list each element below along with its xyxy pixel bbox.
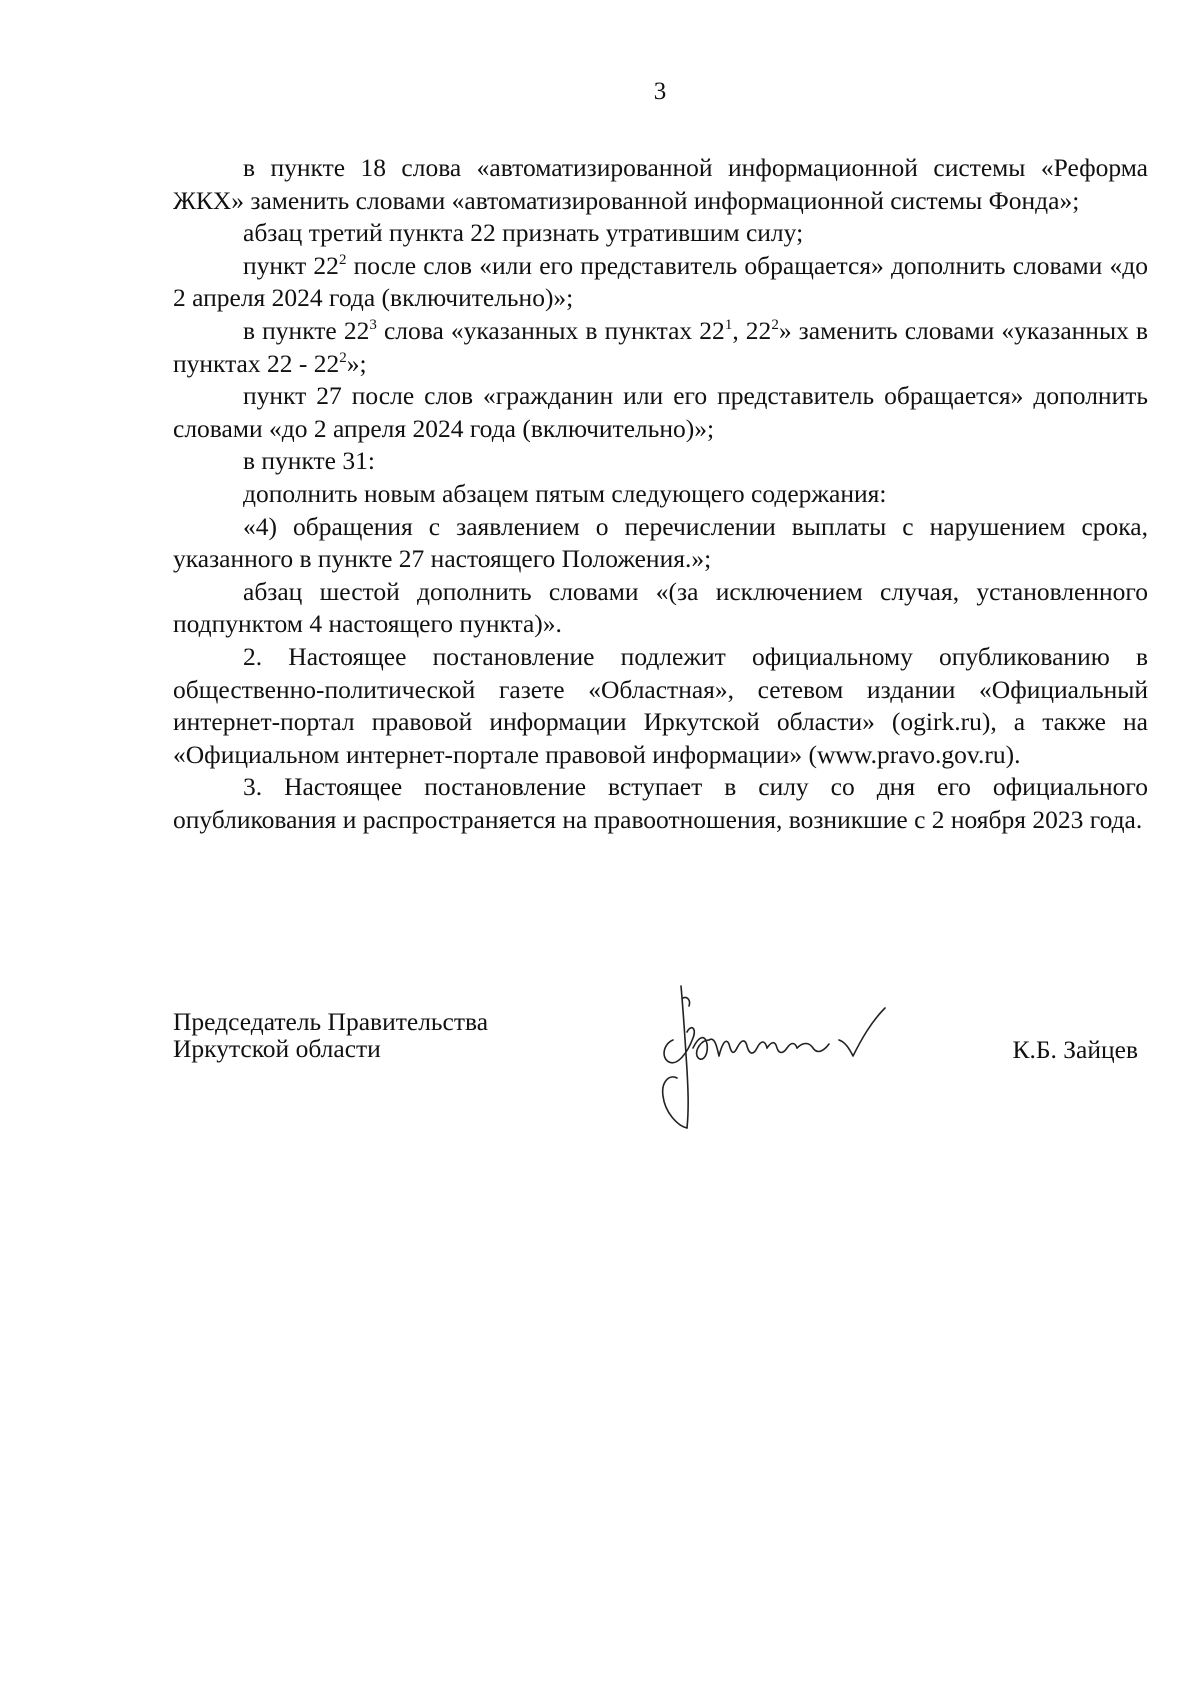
paragraph-text: «4) обращения с заявлением о перечислении выплаты с нарушением срока, указанного в пункте 27 настоящего Положения.»;	[173, 511, 1148, 574]
paragraph	[173, 152, 1148, 217]
page-number: 3	[653, 78, 667, 105]
paragraph	[173, 771, 1148, 836]
superscript-text: 2	[338, 251, 347, 268]
signatory-title-line-2: Иркутской области	[173, 1034, 381, 1063]
signatory-title	[173, 1008, 488, 1062]
paragraph-text: , 22	[732, 315, 772, 345]
paragraph-text: » заменить словами «указанных в пунктах 22 - 22	[173, 315, 1148, 378]
paragraph	[173, 576, 1148, 641]
signatory-title-line-1: Председатель Правительства	[173, 1007, 489, 1036]
signatory-name: К.Б. Зайцев	[1012, 1035, 1138, 1064]
paragraph-text: пункт 22	[243, 250, 339, 280]
handwritten-signature	[643, 978, 923, 1148]
paragraph	[173, 250, 1148, 315]
paragraph	[173, 511, 1148, 576]
paragraph-text: после слов «или его представитель обращается» дополнить словами «до 2 апреля 2024 года (включительно)»;	[173, 250, 1148, 313]
paragraph	[173, 217, 1148, 250]
paragraph-text: абзац третий пункта 22 признать утратившим силу;	[243, 218, 804, 248]
paragraph-text: 3. Настоящее постановление вступает в силу со дня его официального опубликования и распространяется на правоотношения, возникшие с 2 ноября 2023 года.	[173, 772, 1148, 834]
superscript-text: 3	[369, 316, 377, 333]
paragraph	[173, 380, 1148, 445]
paragraph-text: »;	[346, 348, 367, 378]
paragraph	[173, 641, 1148, 771]
paragraph	[173, 315, 1148, 380]
signature-block	[173, 1008, 1148, 1148]
paragraph-text: пункт 27 после слов «гражданин или его представитель обращается» дополнить словами «до 2 апреля 2024 года (включительно)»;	[173, 381, 1148, 443]
paragraph	[173, 478, 1148, 511]
paragraph-text: абзац шестой дополнить словами «(за исключением случая, установленного подпунктом 4 настоящего пункта)».	[173, 576, 1148, 639]
document-body	[173, 152, 1148, 836]
paragraph	[173, 445, 1148, 478]
paragraph-text: в пункте 22	[243, 315, 370, 345]
paragraph-text: в пункте 18 слова «автоматизированной информационной системы «Реформа ЖКХ» заменить словами «автоматизированной информационной системы Фонда»;	[173, 153, 1148, 215]
paragraph-text: слова «указанных в пунктах 22	[376, 315, 725, 345]
superscript-text: 2	[771, 316, 779, 333]
superscript-text: 2	[339, 349, 347, 366]
paragraph-text: дополнить новым абзацем пятым следующего содержания:	[243, 478, 887, 508]
paragraph-text: 2. Настоящее постановление подлежит официальному опубликованию в общественно-политической газете «Областная», сетевом издании «Официальный интернет-портал правовой информации Иркутской области» (ogirk.ru), а также на «Официальном интернет-портале правовой информации» (www.pravo.gov.ru).	[173, 641, 1148, 769]
superscript-text: 1	[724, 316, 733, 333]
paragraph-text: в пункте 31:	[243, 446, 375, 476]
